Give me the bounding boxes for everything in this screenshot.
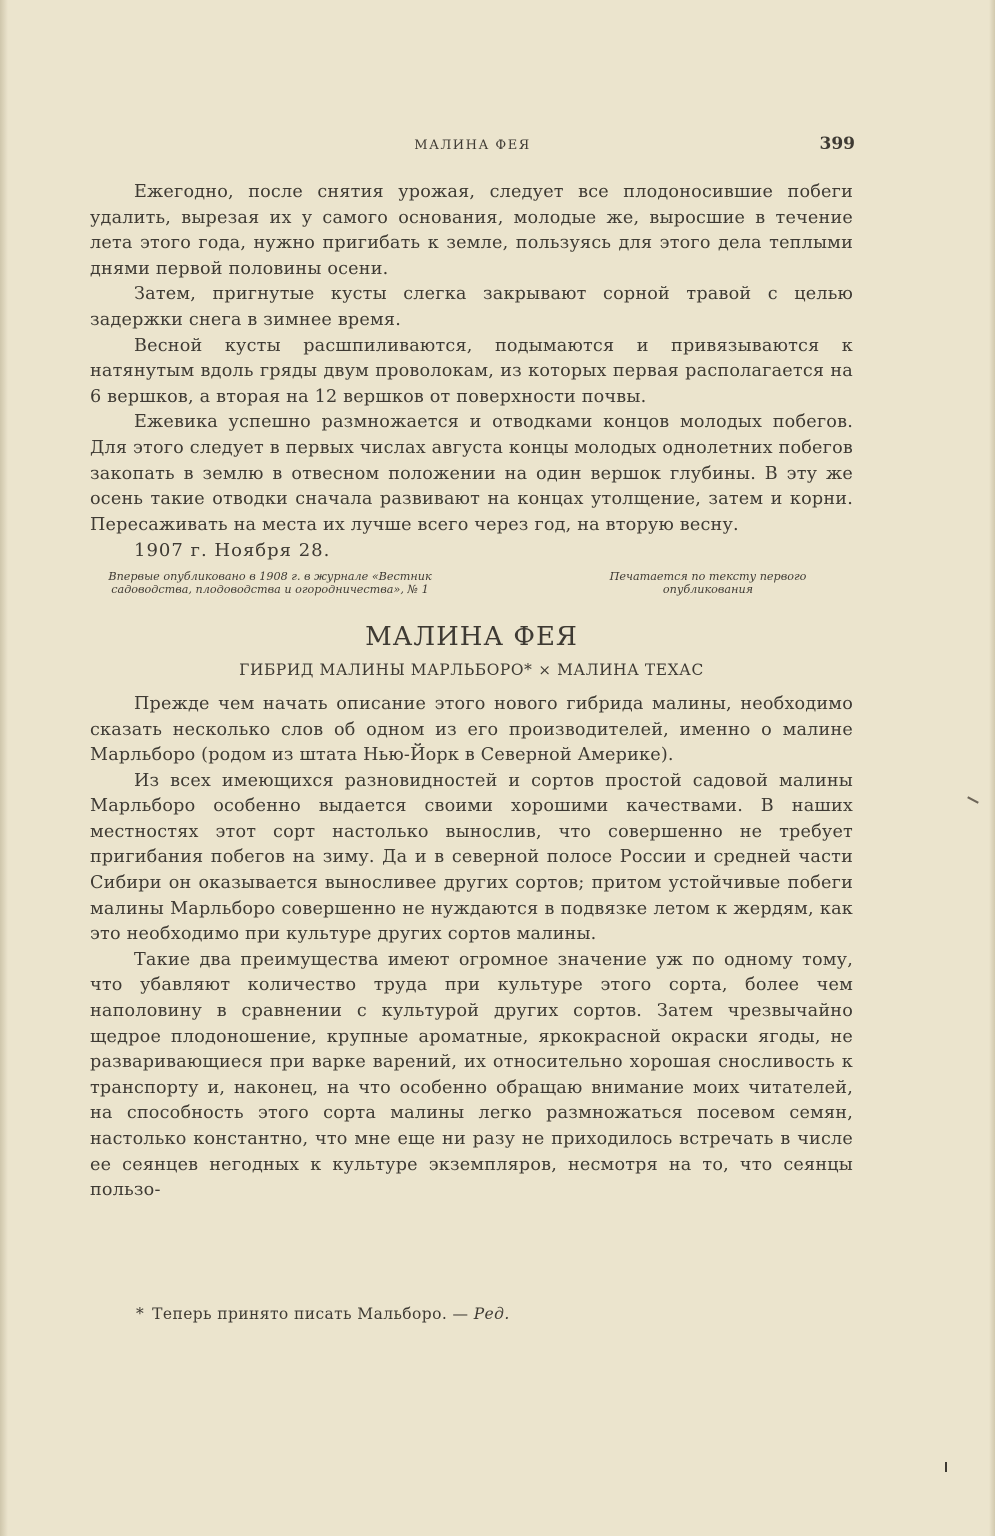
margin-mark bbox=[967, 796, 979, 803]
subtitle-footnote-mark: * bbox=[524, 660, 533, 679]
margin-mark bbox=[945, 1462, 947, 1472]
footnote-text: Теперь принято писать Мальборо. — bbox=[152, 1305, 469, 1323]
subtitle-hybrid: ГИБРИД МАЛИНЫ МАРЛЬБОРО bbox=[239, 660, 525, 679]
publication-note: Впервые опубликовано в 1908 г. в журнале «Вестник садоводства, плодоводства и огородничества», № 1 bbox=[108, 569, 432, 596]
article-subtitle bbox=[90, 660, 853, 680]
paragraph: Ежевика успешно размножается и отводками концов молодых побегов. Для этого следует в первых числах августа концы молодых однолетних побегов закопать в землю в отвесном положении на один вершок глубины. В эту же осень такие отводки сначала развивают на концах утолщение, затем и корни. Пересаживать на места их лучше всего через год, на вторую весну. bbox=[90, 412, 853, 535]
running-title: МАЛИНА ФЕЯ bbox=[414, 138, 531, 153]
cross-symbol: × bbox=[538, 660, 552, 679]
paragraph: Прежде чем начать описание этого нового гибрида малины, необходимо сказать несколько слов об одном из его производителей, именно о малине Марльборо (родом из штата Нью-Йорк в Северной Америке). bbox=[90, 693, 853, 766]
date-line: 1907 г. Ноября 28. bbox=[134, 540, 331, 562]
paragraph: Такие два преимущества имеют огромное значение уж по одному тому, что убавляют количество труда при культуре этого сорта, более чем наполовину в сравнении с культурой других сортов. Затем чрезвычайно щедрое плодоношение, крупные ароматные, яркокрасной окраски ягоды, не разваривающиеся при варке варений, их относительно хорошая сносливость к транспорту и, наконец, на что особенно обращаю внимание моих читателей, на способность этого сорта малины легко размножаться посевом семян, настолько константно, что мне еще ни разу не приходилось встречать в числе ее сеянцев негодных к культуре экземпляров, несмотря на то, что сеянцы пользо- bbox=[90, 949, 853, 1201]
footnote-editor: Ред. bbox=[473, 1305, 510, 1323]
paragraph: Затем, пригнутые кусты слегка закрывают сорной травой с целью задержки снега в зимнее время. bbox=[90, 284, 853, 330]
footnote-mark: * bbox=[136, 1305, 145, 1323]
paragraph: Из всех имеющихся разновидностей и сортов простой садовой малины Марльборо особенно выдается своими хорошими качествами. В наших местностях этот сорт настолько вынослив, что совершенно не требует пригибания побегов на зиму. Да и в северной полосе России и средней части Сибири он оказывается выносливее других сортов; притом устойчивые побеги малины Марльборо совершенно не нуждаются в подвязке летом к жердям, как это необходимо при культуре других сортов малины. bbox=[90, 770, 853, 945]
body-text bbox=[90, 180, 853, 1204]
subtitle-parent: МАЛИНА ТЕХАС bbox=[557, 660, 704, 679]
paragraph: Весной кусты расшпиливаются, подымаются и привязываются к натянутым вдоль гряды двум проволокам, из которых первая располагается на 6 вершков, а вторая на 12 вершков от поверхности почвы. bbox=[90, 335, 853, 407]
running-head bbox=[90, 134, 855, 158]
page-number: 399 bbox=[819, 134, 855, 154]
paragraph: Ежегодно, после снятия урожая, следует все плодоносившие побеги удалить, вырезая их у самого основания, молодые же, выросшие в течение лета этого года, нужно пригибать к земле, пользуясь для этого дела теплыми днями первой половины осени. bbox=[90, 182, 853, 279]
article-title: МАЛИНА ФЕЯ bbox=[365, 621, 578, 652]
footnote bbox=[136, 1305, 510, 1323]
source-notes bbox=[90, 570, 853, 596]
text-source-note: Печатается по тексту первого опубликования bbox=[609, 569, 807, 596]
